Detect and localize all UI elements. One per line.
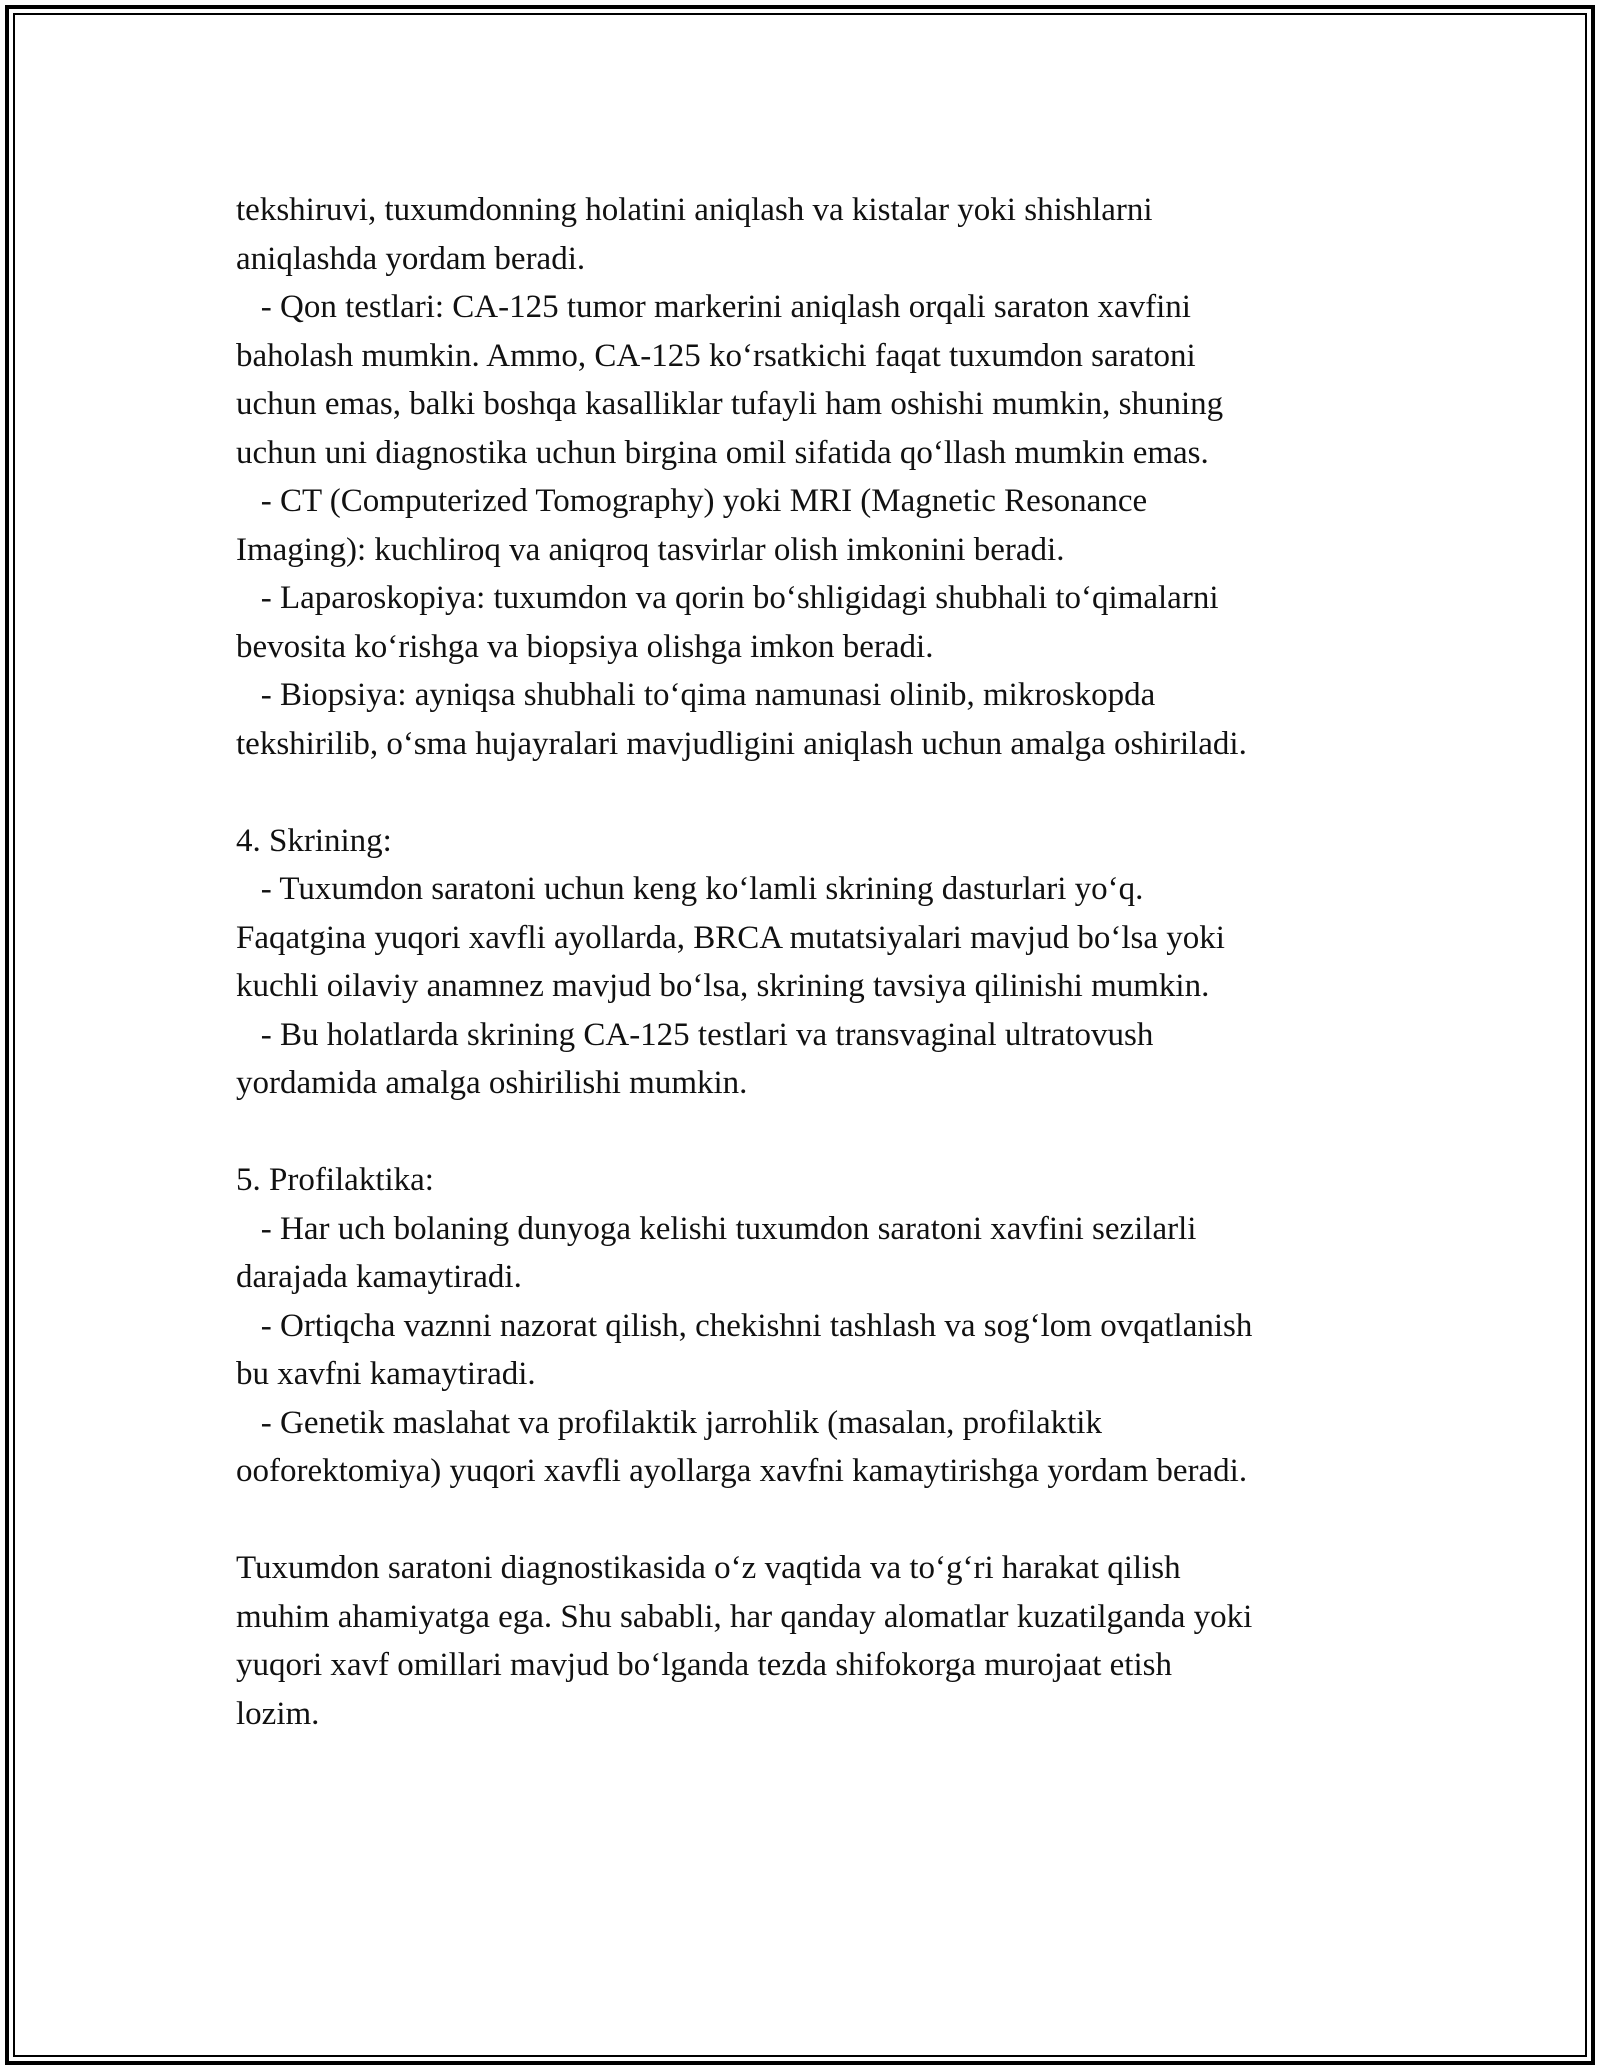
text-line: - Har uch bolaning dunyoga kelishi tuxumdon saratoni xavfini sezilarli	[236, 1210, 1197, 1247]
text-line: kuchli oilaviy anamnez mavjud bo‘lsa, skrining tavsiya qilinishi mumkin.	[236, 968, 1210, 1004]
text-line: - Biopsiya: ayniqsa shubhali to‘qima namunasi olinib, mikroskopda	[236, 677, 1156, 713]
document-body	[236, 186, 1386, 1738]
text-line: - Qon testlari: CA-125 tumor markerini aniqlash orqali saraton xavfini	[236, 289, 1191, 325]
paragraph-gap	[236, 1496, 1386, 1545]
paragraph-gap	[236, 768, 1386, 817]
text-line: - CT (Computerized Tomography) yoki MRI (Magnetic Resonance	[236, 483, 1148, 519]
text-line: uchun uni diagnostika uchun birgina omil sifatida qo‘llash mumkin emas.	[236, 434, 1209, 471]
paragraph-gap	[236, 1108, 1386, 1157]
conclusion-line: lozim.	[236, 1695, 320, 1732]
section-heading-profilaktika: 5. Profilaktika:	[236, 1162, 434, 1198]
text-line: darajada kamaytiradi.	[236, 1259, 522, 1295]
text-line: bevosita ko‘rishga va biopsiya olishga imkon beradi.	[236, 628, 934, 665]
text-line: Faqatgina yuqori xavfli ayollarda, BRCA mutatsiyalari mavjud bo‘lsa yoki	[236, 919, 1225, 956]
text-line: bu xavfni kamaytiradi.	[236, 1356, 536, 1392]
text-line: baholash mumkin. Ammo, CA-125 ko‘rsatkichi faqat tuxumdon saratoni	[236, 337, 1196, 374]
section-heading-skrining: 4. Skrining:	[236, 822, 392, 859]
text-line: yordamida amalga oshirilishi mumkin.	[236, 1065, 748, 1101]
text-line: uchun emas, balki boshqa kasalliklar tufayli ham oshishi mumkin, shuning	[236, 386, 1224, 422]
text-line: - Laparoskopiya: tuxumdon va qorin bo‘shligidagi shubhali to‘qimalarni	[236, 580, 1219, 616]
text-line: aniqlashda yordam beradi.	[236, 240, 586, 277]
conclusion-line: Tuxumdon saratoni diagnostikasida o‘z vaqtida va to‘g‘ri harakat qilish	[236, 1550, 1181, 1586]
text-line: - Genetik maslahat va profilaktik jarrohlik (masalan, profilaktik	[236, 1404, 1102, 1441]
text-line: ooforektomiya) yuqori xavfli ayollarga xavfni kamaytirishga yordam beradi.	[236, 1453, 1248, 1489]
text-line: - Bu holatlarda skrining CA-125 testlari va transvaginal ultratovush	[236, 1016, 1154, 1053]
text-line: Imaging): kuchliroq va aniqroq tasvirlar olish imkonini beradi.	[236, 531, 1065, 568]
text-line: - Ortiqcha vaznni nazorat qilish, chekishni tashlash va sog‘lom ovqatlanish	[236, 1307, 1253, 1344]
text-line: - Tuxumdon saratoni uchun keng ko‘lamli skrining dasturlari yo‘q.	[236, 871, 1144, 907]
conclusion-line: muhim ahamiyatga ega. Shu sababli, har qanday alomatlar kuzatilganda yoki	[236, 1598, 1253, 1635]
text-line: tekshirilib, o‘sma hujayralari mavjudligini aniqlash uchun amalga oshiriladi.	[236, 725, 1247, 762]
text-line: tekshiruvi, tuxumdonning holatini aniqlash va kistalar yoki shishlarni	[236, 192, 1153, 228]
conclusion-line: yuqori xavf omillari mavjud bo‘lganda tezda shifokorga murojaat etish	[236, 1647, 1172, 1683]
